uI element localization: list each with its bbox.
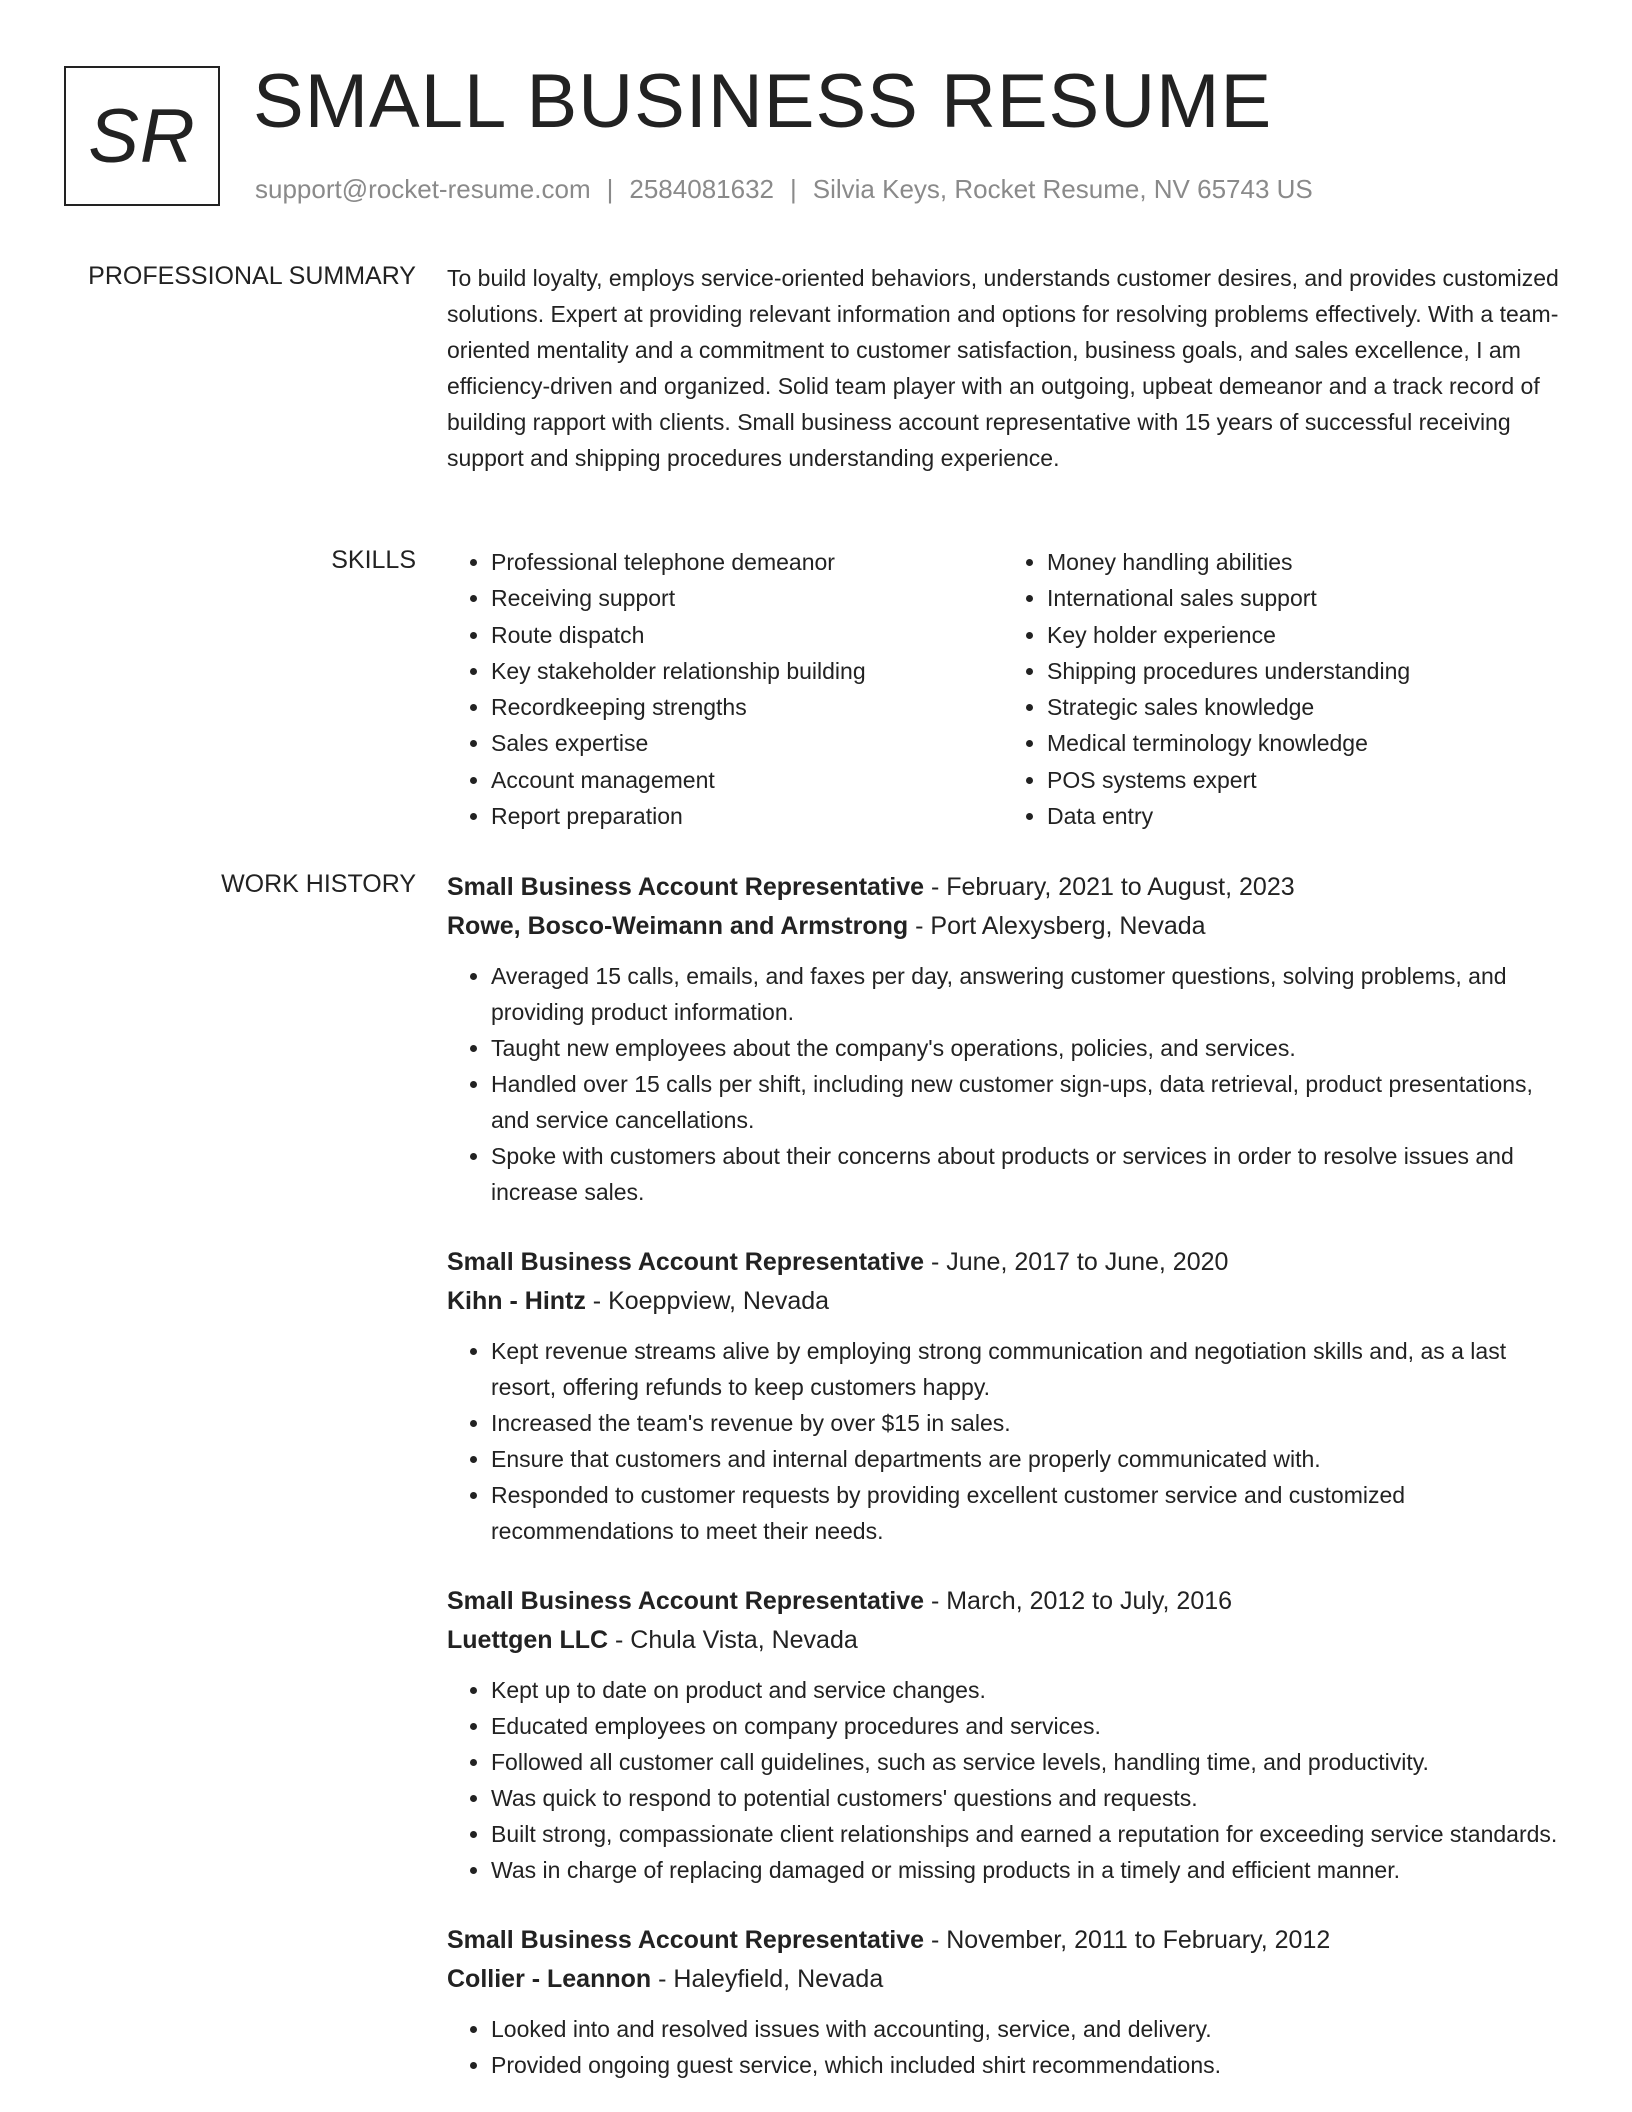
job-bullet: • Taught new employees about the company's operations, policies, and services. — [491, 1030, 1559, 1066]
summary-body — [447, 260, 1559, 476]
job-entry — [447, 1582, 1559, 1888]
job-company: Collier - Leannon — [447, 1965, 652, 1993]
skill-item: • Receiving support — [491, 580, 1003, 616]
skill-item: • Recordkeeping strengths — [491, 689, 1003, 725]
job-dates: - November, 2011 to February, 2012 — [924, 1926, 1331, 1954]
job-bullet: • Responded to customer requests by providing excellent customer service and customized recommendations to meet their needs. — [491, 1477, 1559, 1549]
job-company-line — [447, 906, 1559, 946]
contact-phone: 2584081632 — [629, 174, 774, 204]
job-bullet: • Spoke with customers about their concerns about products or services in order to resolve issues and increase sales. — [491, 1138, 1559, 1210]
resume-title: SMALL BUSINESS RESUME — [253, 59, 1273, 144]
job-title: Small Business Account Representative — [447, 1926, 925, 1954]
job-location: - Koeppview, Nevada — [585, 1287, 830, 1315]
job-bullet: • Averaged 15 calls, emails, and faxes per day, answering customer questions, solving problems, and providing product information. — [491, 958, 1559, 1030]
job-bullet: • Was in charge of replacing damaged or missing products in a timely and efficient manner. — [491, 1852, 1559, 1888]
skill-item: • Sales expertise — [491, 725, 1003, 761]
job-bullet: • Looked into and resolved issues with accounting, service, and delivery. — [491, 2011, 1559, 2047]
skill-item: • Account management — [491, 762, 1003, 798]
contact-line — [255, 174, 1313, 205]
summary-text: To build loyalty, employs service-oriented behaviors, understands customer desires, and provides customized solutions. Expert at providing relevant information and options for resolving problems effectively. With a team-oriented mentality and a commitment to customer satisfaction, business goals, and sales excellence, I am efficiency-driven and organized. Solid team player with an outgoing, upbeat demeanor and a track record of building rapport with clients. Small business account representative with 15 years of successful receiving support and shipping procedures understanding experience. — [447, 265, 1559, 471]
job-bullet: • Ensure that customers and internal departments are properly communicated with. — [491, 1441, 1559, 1477]
job-bullet: • Kept revenue streams alive by employing strong communication and negotiation skills and, as a last resort, offering refunds to keep customers happy. — [491, 1333, 1559, 1405]
skill-item: • International sales support — [1047, 580, 1559, 616]
job-bullet: • Was quick to respond to potential customers' questions and requests. — [491, 1780, 1559, 1816]
skill-item: • Money handling abilities — [1047, 544, 1559, 580]
skills-list-left — [447, 544, 1003, 834]
job-bullet: • Kept up to date on product and service changes. — [491, 1672, 1559, 1708]
job-bullets — [447, 1333, 1559, 1549]
job-company-line — [447, 1281, 1559, 1321]
job-bullets — [447, 958, 1559, 1210]
job-location: - Port Alexysberg, Nevada — [908, 912, 1206, 940]
job-bullet: • Handled over 15 calls per shift, including new customer sign-ups, data retrieval, product presentations, and service cancellations. — [491, 1066, 1559, 1138]
skill-item: • Data entry — [1047, 798, 1559, 834]
job-dates: - March, 2012 to July, 2016 — [924, 1587, 1233, 1615]
skill-item: • POS systems expert — [1047, 762, 1559, 798]
work-history-label: WORK HISTORY — [221, 870, 416, 898]
job-title: Small Business Account Representative — [447, 1587, 925, 1615]
job-entry — [447, 1243, 1559, 1549]
job-company-line — [447, 1959, 1559, 1999]
job-company: Rowe, Bosco-Weimann and Armstrong — [447, 912, 909, 940]
job-title-line — [447, 1582, 1559, 1620]
job-entry — [447, 1921, 1559, 2083]
contact-separator: | — [606, 174, 614, 204]
skills-list-right — [1003, 544, 1559, 834]
monogram-initials: SR — [64, 66, 220, 206]
job-bullet: • Provided ongoing guest service, which included shirt recommendations. — [491, 2047, 1559, 2083]
contact-email: support@rocket-resume.com — [255, 174, 591, 204]
skill-item: • Route dispatch — [491, 617, 1003, 653]
contact-address: Silvia Keys, Rocket Resume, NV 65743 US — [812, 174, 1313, 204]
skill-item: • Key stakeholder relationship building — [491, 653, 1003, 689]
summary-label: PROFESSIONAL SUMMARY — [88, 262, 416, 290]
contact-separator: | — [790, 174, 797, 204]
skill-item: • Strategic sales knowledge — [1047, 689, 1559, 725]
job-bullet: • Followed all customer call guidelines, such as service levels, handling time, and productivity. — [491, 1744, 1559, 1780]
job-bullet: • Educated employees on company procedures and services. — [491, 1708, 1559, 1744]
job-title-line — [447, 1243, 1559, 1281]
job-bullet: • Built strong, compassionate client relationships and earned a reputation for exceeding service standards. — [491, 1816, 1559, 1852]
job-entry — [447, 868, 1559, 1210]
job-title-line — [447, 868, 1559, 906]
job-company-line — [447, 1620, 1559, 1660]
job-title: Small Business Account Representative — [447, 1248, 925, 1276]
job-company: Kihn - Hintz — [447, 1287, 586, 1315]
job-title: Small Business Account Representative — [447, 873, 925, 901]
job-title-line — [447, 1921, 1559, 1959]
skill-item: • Professional telephone demeanor — [491, 544, 1003, 580]
skill-item: • Medical terminology knowledge — [1047, 725, 1559, 761]
work-history-body — [447, 868, 1559, 2112]
job-bullets — [447, 2011, 1559, 2083]
job-dates: - June, 2017 to June, 2020 — [924, 1248, 1229, 1276]
skill-item: • Shipping procedures understanding — [1047, 653, 1559, 689]
job-company: Luettgen LLC — [447, 1626, 609, 1654]
job-bullets — [447, 1672, 1559, 1888]
skill-item: • Key holder experience — [1047, 617, 1559, 653]
job-dates: - February, 2021 to August, 2023 — [924, 873, 1295, 901]
skills-body — [447, 544, 1559, 834]
job-location: - Haleyfield, Nevada — [651, 1965, 884, 1993]
skill-item: • Report preparation — [491, 798, 1003, 834]
skills-label: SKILLS — [331, 546, 416, 574]
job-bullet: • Increased the team's revenue by over $15 in sales. — [491, 1405, 1559, 1441]
job-location: - Chula Vista, Nevada — [608, 1626, 858, 1654]
skills-columns — [447, 544, 1559, 834]
